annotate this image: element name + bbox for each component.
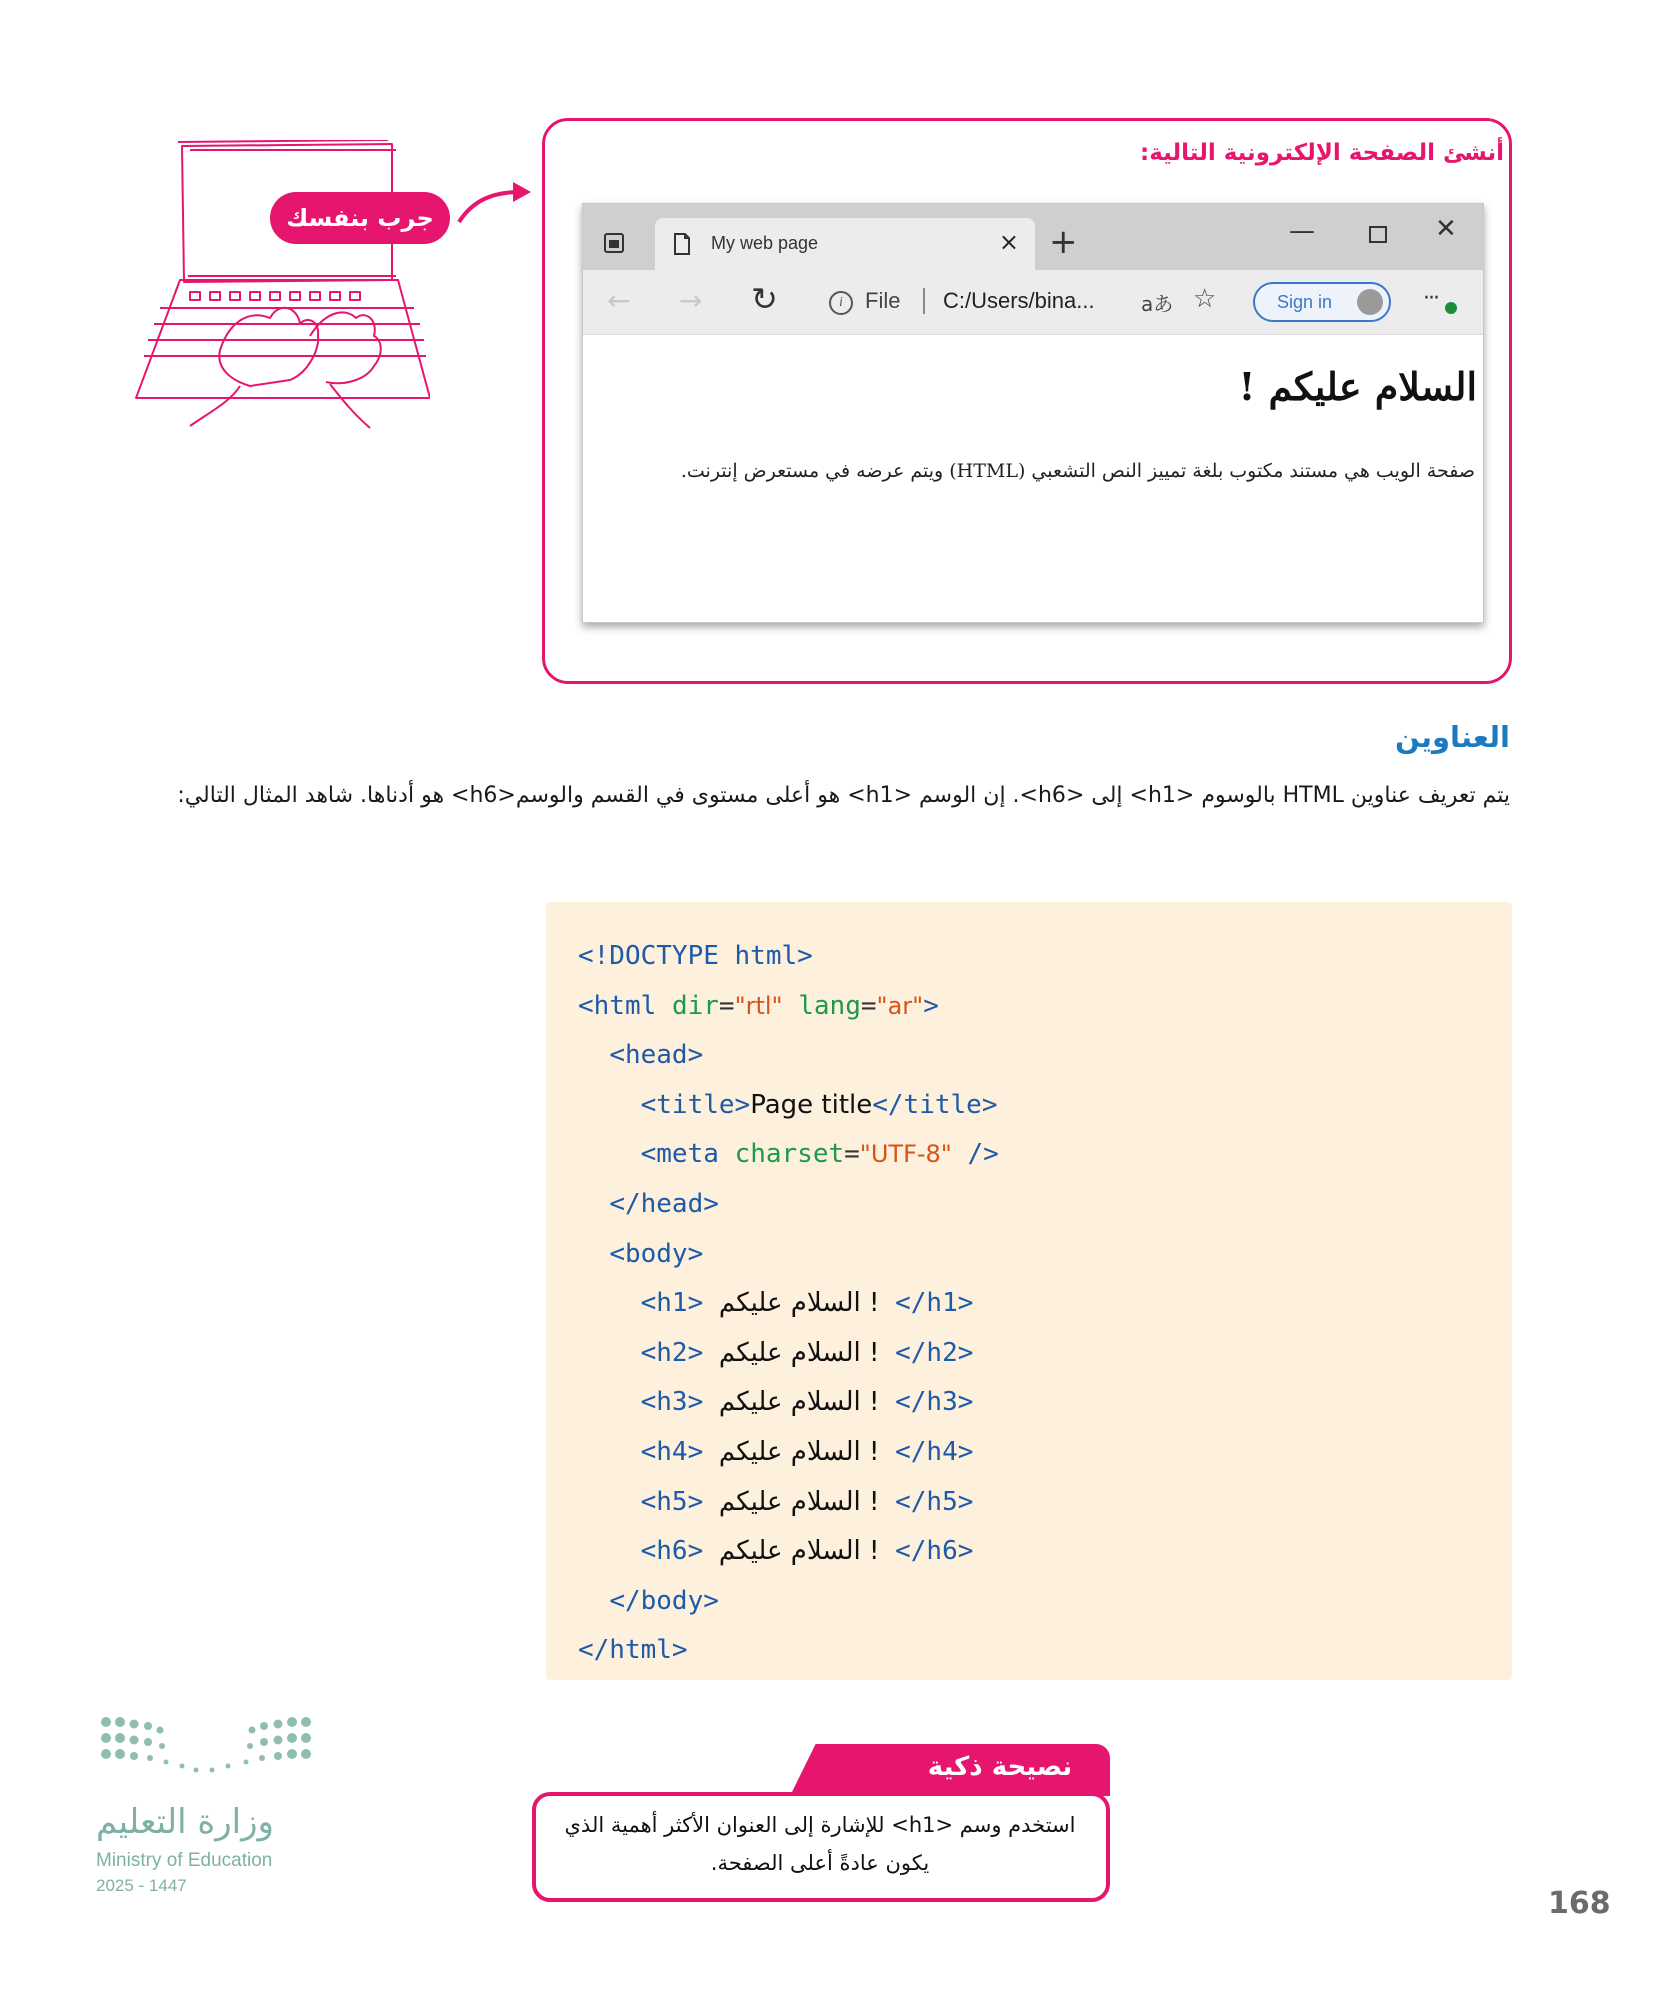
more-icon[interactable]: ··· (1423, 286, 1438, 311)
code-line-h6 (578, 1527, 999, 1577)
ministry-year: 2025 - 1447 (96, 1876, 187, 1895)
tip-text: استخدم وسم <h1> للإشارة إلى العنوان الأكثر أهمية الذي يكون عادةً أعلى الصفحة. (564, 1813, 1076, 1875)
tab-my-web-page[interactable] (655, 218, 1035, 270)
tab-bar (583, 204, 1483, 270)
code-token: </h5> (895, 1486, 974, 1517)
typing-laptop-illustration (130, 140, 430, 430)
try-yourself-badge: جرب بنفسك (270, 192, 450, 244)
code-line-html-close (578, 1626, 999, 1676)
close-icon[interactable]: × (998, 228, 1019, 256)
favorite-star-icon[interactable]: ☆ (1193, 284, 1217, 314)
code-token: <h3> (640, 1387, 704, 1418)
code-lines (578, 932, 999, 1676)
code-token: /> (951, 1139, 999, 1170)
code-token: "rtl" (734, 991, 783, 1020)
code-token: Page title (750, 1089, 873, 1120)
code-token: <meta (640, 1139, 719, 1170)
address-file-label: File (865, 288, 901, 313)
sign-in-button[interactable] (1253, 282, 1391, 322)
code-token: السلام عليكم ! (718, 1337, 880, 1368)
code-token: </h6> (895, 1536, 974, 1567)
section-paragraph: يتم تعريف عناوين HTML بالوسوم <h1> إلى <h6>. إن الوسم <h1> هو أعلى مستوى في القسم والوسم<h6> هو أدناها. شاهد المثال التالي: (177, 783, 1510, 808)
code-token: <!DOCTYPE html> (578, 941, 813, 971)
page-icon (673, 232, 691, 256)
code-token: "ar" (876, 991, 924, 1020)
code-token: السلام عليكم ! (718, 1436, 880, 1467)
code-line-head-open (578, 1031, 999, 1081)
code-line-h2 (578, 1329, 999, 1379)
code-token: السلام عليكم ! (718, 1387, 880, 1418)
back-arrow-icon[interactable]: ← (607, 284, 631, 317)
maximize-icon[interactable] (1369, 226, 1387, 243)
browser-window-mock (582, 203, 1484, 623)
curved-arrow-icon (455, 178, 535, 228)
code-token: > (923, 990, 939, 1021)
code-token: السلام عليكم ! (718, 1486, 880, 1517)
code-token: <title> (640, 1089, 751, 1120)
page-number: 168 (1548, 1886, 1611, 1921)
code-line-html-open: <html dir="rtl" lang="ar"> (578, 990, 939, 1021)
code-line-body-close (578, 1577, 999, 1627)
code-token: </h3> (895, 1387, 974, 1418)
code-token: </title> (872, 1089, 998, 1120)
code-token: dir (671, 990, 719, 1021)
code-token: <head> (609, 1040, 704, 1071)
ministry-name-english: Ministry of Education (96, 1850, 273, 1871)
code-line-head-close (578, 1180, 999, 1230)
refresh-icon[interactable]: ↻ (751, 280, 778, 318)
avatar-icon (1357, 289, 1383, 315)
code-token: </head> (609, 1188, 719, 1219)
code-line-h3 (578, 1378, 999, 1428)
tab-title: My web page (711, 233, 819, 253)
code-token: <h6> (640, 1536, 704, 1567)
activity-title: أنشئ الصفحة الإلكترونية التالية: (1140, 140, 1504, 166)
ministry-name-arabic: وزارة التعليم (96, 1802, 274, 1842)
window-close-icon[interactable]: ✕ (1435, 214, 1457, 244)
code-token: </h1> (895, 1288, 974, 1319)
read-aloud-icon[interactable]: aあ (1141, 292, 1174, 316)
sign-in-label: Sign in (1277, 292, 1333, 312)
page-heading: السلام عليكم ! (1238, 364, 1477, 409)
code-line-h4 (578, 1428, 999, 1478)
code-token: السلام عليكم ! (718, 1536, 880, 1567)
code-line-title (578, 1081, 999, 1131)
code-token: </html> (578, 1635, 688, 1666)
code-token: "UTF-8" (859, 1140, 952, 1169)
code-token: charset (734, 1139, 845, 1170)
page-paragraph: صفحة الويب هي مستند مكتوب بلغة تمييز النص التشعبي (HTML) ويتم عرضه في مستعرض إنترنت. (680, 460, 1475, 482)
address-separator (923, 288, 925, 314)
code-token: <h5> (640, 1486, 704, 1517)
tab-actions-icon[interactable] (603, 232, 625, 254)
minimize-icon[interactable]: — (1289, 216, 1315, 246)
ministry-logo-icon (96, 1712, 316, 1778)
code-token: <body> (609, 1238, 704, 1269)
info-icon[interactable]: i (829, 291, 853, 315)
tip-title: نصيحة ذكية (927, 1752, 1073, 1782)
code-line-doctype (578, 932, 999, 982)
code-token: </h2> (895, 1337, 974, 1368)
code-line-h5 (578, 1478, 999, 1528)
code-line-body-open (578, 1230, 999, 1280)
code-token: <h2> (640, 1337, 704, 1368)
code-token: <h4> (640, 1436, 704, 1467)
code-line-h1 (578, 1279, 999, 1329)
address-url[interactable]: C:/Users/bina... (943, 288, 1095, 313)
address-bar (583, 270, 1483, 335)
code-line-meta: <meta charset="UTF-8" /> (640, 1139, 999, 1170)
code-token: <html (578, 990, 657, 1021)
code-token: السلام عليكم ! (718, 1288, 880, 1319)
code-token: </h4> (895, 1436, 974, 1467)
section-heading: العناوين (1395, 720, 1510, 754)
update-badge-icon (1445, 302, 1457, 314)
code-token: <h1> (640, 1288, 704, 1319)
code-token: lang (798, 990, 861, 1021)
code-token: </body> (609, 1585, 719, 1616)
new-tab-icon[interactable]: + (1049, 222, 1078, 262)
forward-arrow-icon[interactable]: → (679, 284, 703, 317)
code-example (546, 902, 1512, 1680)
